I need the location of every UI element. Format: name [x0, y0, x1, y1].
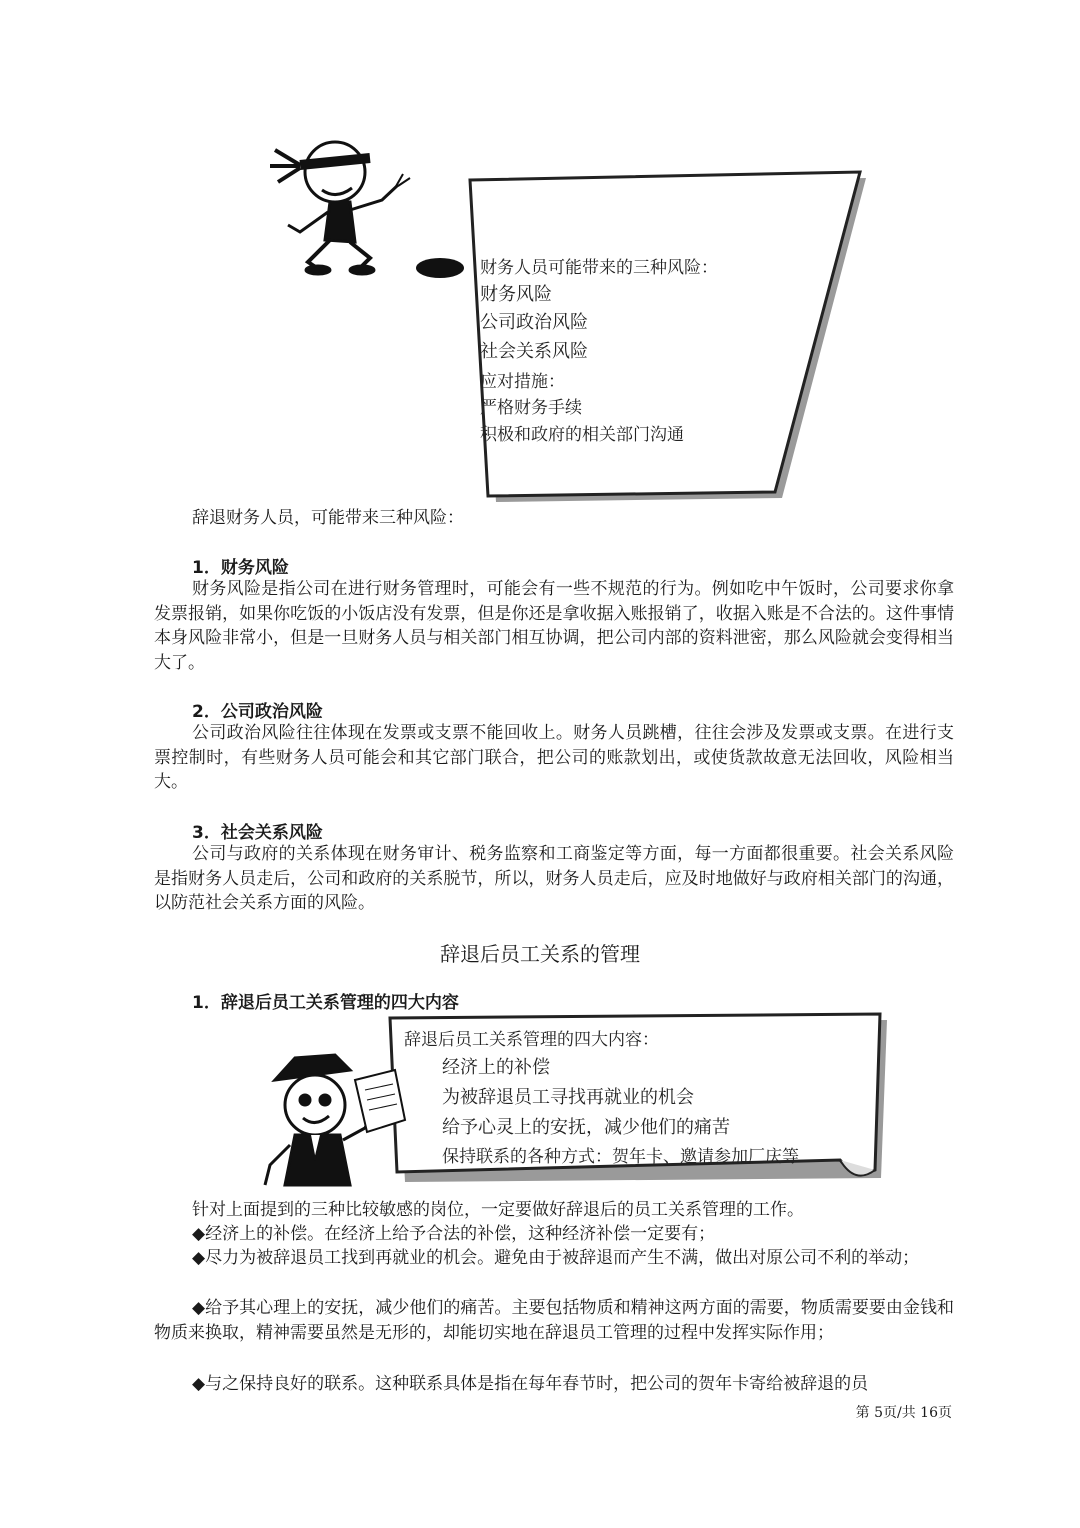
intro-paragraph: 辞退财务人员，可能带来三种风险：	[192, 508, 464, 528]
figure2-item: 经济上的补偿	[442, 1057, 550, 1078]
risk-heading: 1．财务风险	[192, 558, 289, 578]
section-title: 辞退后员工关系的管理	[440, 942, 640, 966]
subsection-heading: 1．辞退后员工关系管理的四大内容	[192, 993, 459, 1013]
bullet-paragraph: ◆经济上的补偿。在经济上给予合法的补偿，这种经济补偿一定要有；	[192, 1224, 716, 1244]
figure1-measure: 积极和政府的相关部门沟通	[480, 425, 684, 445]
figure2-item: 保持联系的各种方式：贺年卡、邀请参加厂庆等	[442, 1147, 799, 1167]
figure1-measure: 严格财务手续	[480, 398, 582, 418]
figure1-measures-heading: 应对措施：	[480, 372, 565, 392]
bullet-paragraph: ◆尽力为被辞退员工找到再就业的机会。避免由于被辞退而产生不满，做出对原公司不利的举动；	[192, 1248, 920, 1268]
risk-body: 财务风险是指公司在进行财务管理时，可能会有一些不规范的行为。例如吃中午饭时，公司要求你拿发票报销，如果你吃饭的小饭店没有发票，但是你还是拿收据入账报销了，收据入账是不合法的。这件事情本身风险非常小，但是一旦财务人员与相关部门相互协调，把公司内部的资料泄密，那么风险就会变得相当大了。	[154, 579, 954, 673]
risk-heading: 2．公司政治风险	[192, 702, 323, 722]
figure2-heading: 辞退后员工关系管理的四大内容：	[404, 1030, 659, 1050]
risk-body: 公司与政府的关系体现在财务审计、税务监察和工商鉴定等方面，每一方面都很重要。社会关系风险是指财务人员走后，公司和政府的关系脱节，所以，财务人员走后，应及时地做好与政府相关部门的沟通，以防范社会关系方面的风险。	[154, 844, 954, 913]
figure1-item: 社会关系风险	[480, 341, 588, 362]
figure1-item: 财务风险	[480, 284, 552, 305]
presenter-man-illustration	[265, 1055, 405, 1185]
page-number: 第 5页/共 16页	[855, 1405, 952, 1421]
bullet-paragraph: ◆与之保持良好的联系。这种联系具体是指在每年春节时，把公司的贺年卡寄给被辞退的员	[192, 1374, 869, 1394]
bullet-paragraph: ◆给予其心理上的安抚，减少他们的痛苦。主要包括物质和精神这两方面的需要，物质需要要由金钱和物质来换取，精神需要虽然是无形的，却能切实地在辞退员工管理的过程中发挥实际作用；	[154, 1298, 954, 1343]
figure2-item: 给予心灵上的安抚，减少他们的痛苦	[442, 1117, 730, 1138]
risk-body: 公司政治风险往往体现在发票或支票不能回收上。财务人员跳槽，往往会涉及发票或支票。在进行支票控制时，有些财务人员可能会和其它部门联合，把公司的账款划出，或使货款故意无法回收，风险相当大。	[154, 723, 954, 792]
body-paragraph: 针对上面提到的三种比较敏感的岗位，一定要做好辞退后的员工关系管理的工作。	[192, 1200, 804, 1220]
figure1-item: 公司政治风险	[480, 312, 588, 333]
figure2-item: 为被辞退员工寻找再就业的机会	[442, 1087, 694, 1108]
risk-heading: 3．社会关系风险	[192, 823, 323, 843]
figure1-heading: 财务人员可能带来的三种风险：	[480, 258, 718, 278]
running-man-illustration	[270, 142, 410, 274]
